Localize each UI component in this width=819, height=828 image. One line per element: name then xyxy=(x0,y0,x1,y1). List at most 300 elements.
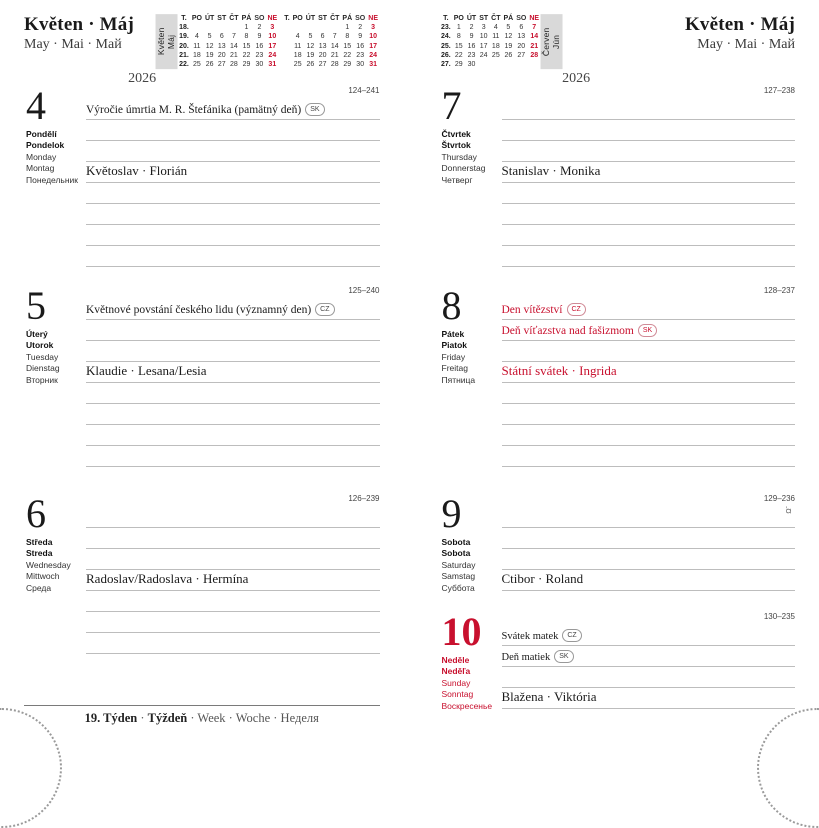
mini-day: 10 xyxy=(367,32,380,41)
mini-day: 26 xyxy=(203,60,215,69)
mini-calendar-may-secondary xyxy=(283,14,380,69)
mini-day: 30 xyxy=(253,60,266,69)
day-name-en: Saturday xyxy=(442,560,502,571)
day-number-column xyxy=(440,286,502,467)
day-name-list xyxy=(440,537,502,594)
mini-day xyxy=(502,60,515,69)
writing-line[interactable] xyxy=(502,446,796,467)
mini-th: ST xyxy=(478,14,490,23)
mini-day: 7 xyxy=(228,32,240,41)
writing-line[interactable] xyxy=(502,646,796,667)
mini-week: 26. xyxy=(440,51,453,60)
mini-day: 20 xyxy=(317,51,329,60)
writing-line[interactable] xyxy=(86,446,380,467)
day-name-cs: Čtvrtek xyxy=(442,129,502,140)
writing-line[interactable] xyxy=(86,570,380,591)
writing-line[interactable] xyxy=(502,570,796,591)
day-head xyxy=(440,612,796,712)
mini-week: 22. xyxy=(178,60,191,69)
mini-week xyxy=(283,51,291,60)
left-mini-calendars xyxy=(156,14,379,86)
mini-day: 26 xyxy=(502,51,515,60)
mini-day xyxy=(304,23,316,32)
day-event: Deň matiek SK xyxy=(502,650,574,663)
mini-th: PÁ xyxy=(240,14,253,23)
day-name-en: Tuesday xyxy=(26,352,86,363)
writing-line[interactable] xyxy=(502,183,796,204)
mini-day: 29 xyxy=(452,60,465,69)
mini-day: 9 xyxy=(253,32,266,41)
mini-day: 19 xyxy=(304,51,316,60)
mini-day: 23 xyxy=(465,51,477,60)
day-number: 10 xyxy=(440,612,502,652)
day-name-en: Friday xyxy=(442,352,502,363)
region-tag: SK xyxy=(554,650,573,663)
day-number-column xyxy=(24,286,86,467)
day-daterange: 125–240 xyxy=(348,286,379,295)
mini-calendar-table xyxy=(440,14,541,69)
mini-day: 13 xyxy=(216,42,228,51)
writing-line[interactable] xyxy=(86,549,380,570)
mini-day: 24 xyxy=(367,51,380,60)
footer-week-other: Week · Woche · Неделя xyxy=(197,711,318,725)
mini-day: 2 xyxy=(465,23,477,32)
day-name-cs: Sobota xyxy=(442,537,502,548)
writing-line[interactable] xyxy=(86,225,380,246)
mini-day: 6 xyxy=(515,23,528,32)
mini-day: 14 xyxy=(528,32,541,41)
writing-line[interactable] xyxy=(86,141,380,162)
mini-day: 9 xyxy=(354,32,367,41)
day-lines-column[interactable] xyxy=(502,86,796,267)
day-name-sk: Sobota xyxy=(442,548,502,559)
mini-day: 10 xyxy=(266,32,279,41)
day-lines-column[interactable] xyxy=(86,494,380,654)
day-lines-column[interactable] xyxy=(86,286,380,467)
writing-line[interactable] xyxy=(502,688,796,709)
mini-day: 27 xyxy=(216,60,228,69)
day-name-en: Sunday xyxy=(442,678,502,689)
footer-week-cs: 19. Týden xyxy=(85,711,138,725)
mini-day: 15 xyxy=(452,42,465,51)
day-lines-column[interactable] xyxy=(502,612,796,712)
day-writing-lines[interactable] xyxy=(86,507,380,654)
day-block[interactable] xyxy=(440,86,796,286)
writing-line[interactable] xyxy=(502,549,796,570)
mini-day: 10 xyxy=(478,32,490,41)
mini-day xyxy=(228,23,240,32)
mini-week: 20. xyxy=(178,42,191,51)
day-name-en: Wednesday xyxy=(26,560,86,571)
day-writing-lines[interactable] xyxy=(502,507,796,591)
day-name-de: Dienstag xyxy=(26,363,86,374)
mini-day: 20 xyxy=(216,51,228,60)
mini-day: 11 xyxy=(490,32,502,41)
mini-day xyxy=(216,23,228,32)
mini-day xyxy=(528,60,541,69)
day-number: 6 xyxy=(24,494,86,534)
mini-day: 6 xyxy=(216,32,228,41)
day-number: 7 xyxy=(440,86,502,126)
day-block[interactable] xyxy=(440,612,796,732)
writing-line[interactable] xyxy=(502,341,796,362)
mini-day: 27 xyxy=(317,60,329,69)
day-number: 4 xyxy=(24,86,86,126)
mini-day: 22 xyxy=(341,51,354,60)
region-tag: CZ xyxy=(315,303,334,316)
mini-day: 3 xyxy=(478,23,490,32)
mini-day xyxy=(515,60,528,69)
day-topline xyxy=(86,286,380,299)
mini-calendar-month-label: Červen Jún xyxy=(541,14,563,69)
mini-day: 30 xyxy=(465,60,477,69)
writing-line[interactable] xyxy=(86,404,380,425)
mini-day xyxy=(317,23,329,32)
mini-day: 17 xyxy=(367,42,380,51)
mini-day: 24 xyxy=(266,51,279,60)
mini-th: ÚT xyxy=(304,14,316,23)
month-subtitle: May · Mai · Май xyxy=(24,36,156,54)
mini-day: 12 xyxy=(502,32,515,41)
mini-day: 25 xyxy=(190,60,203,69)
day-lines-column[interactable] xyxy=(86,86,380,267)
right-header-titles xyxy=(562,14,795,86)
writing-line[interactable] xyxy=(502,404,796,425)
day-name-ru: Среда xyxy=(26,583,86,594)
mini-day: 17 xyxy=(478,42,490,51)
mini-day: 5 xyxy=(304,32,316,41)
region-tag: CZ xyxy=(562,629,581,642)
mini-day: 4 xyxy=(291,32,304,41)
day-writing-lines[interactable] xyxy=(502,625,796,709)
day-daterange: 127–238 xyxy=(764,86,795,95)
day-lines-column[interactable] xyxy=(502,494,796,594)
writing-line[interactable] xyxy=(86,120,380,141)
writing-line[interactable] xyxy=(502,204,796,225)
mini-week: 25. xyxy=(440,42,453,51)
mini-day: 8 xyxy=(341,32,354,41)
day-name-cs: Pondělí xyxy=(26,129,86,140)
mini-day: 8 xyxy=(452,32,465,41)
mini-week: 24. xyxy=(440,32,453,41)
writing-line[interactable] xyxy=(502,120,796,141)
mini-day: 11 xyxy=(291,42,304,51)
writing-line[interactable] xyxy=(86,507,380,528)
mini-day: 21 xyxy=(329,51,341,60)
day-name-sk: Piatok xyxy=(442,340,502,351)
mini-th: PO xyxy=(291,14,304,23)
mini-day: 21 xyxy=(228,51,240,60)
mini-week xyxy=(283,32,291,41)
mini-day: 3 xyxy=(266,23,279,32)
day-topline xyxy=(502,612,796,625)
writing-line[interactable] xyxy=(86,383,380,404)
day-daterange: 128–237 xyxy=(764,286,795,295)
mini-day: 6 xyxy=(317,32,329,41)
mini-th: ČT xyxy=(228,14,240,23)
mini-th: T. xyxy=(283,14,291,23)
day-number-column xyxy=(440,612,502,712)
day-block[interactable] xyxy=(24,494,380,694)
mini-th: PO xyxy=(452,14,465,23)
left-page-header xyxy=(24,14,380,86)
writing-line[interactable] xyxy=(502,383,796,404)
day-writing-lines[interactable] xyxy=(86,99,380,267)
day-head xyxy=(440,86,796,267)
mini-calendar-june xyxy=(440,14,563,69)
mini-day: 16 xyxy=(465,42,477,51)
day-number: 9 xyxy=(440,494,502,534)
day-lines-column[interactable] xyxy=(502,286,796,467)
day-block[interactable] xyxy=(24,86,380,286)
day-block[interactable] xyxy=(440,286,796,494)
day-block[interactable] xyxy=(24,286,380,494)
day-name-cs: Úterý xyxy=(26,329,86,340)
region-tag: CZ xyxy=(567,303,586,316)
mini-day: 18 xyxy=(190,51,203,60)
mini-th: ČT xyxy=(490,14,502,23)
mini-day: 21 xyxy=(528,42,541,51)
nameday: Blažena · Viktória xyxy=(502,689,597,705)
writing-line[interactable] xyxy=(502,625,796,646)
nameday: Stanislav · Monika xyxy=(502,163,601,179)
writing-line[interactable] xyxy=(86,528,380,549)
day-name-sk: Streda xyxy=(26,548,86,559)
mini-day: 7 xyxy=(528,23,541,32)
day-topline xyxy=(86,86,380,99)
day-name-list xyxy=(440,129,502,186)
mini-th: SO xyxy=(515,14,528,23)
day-name-ru: Суббота xyxy=(442,583,502,594)
day-topline xyxy=(502,494,796,507)
mini-day: 19 xyxy=(203,51,215,60)
mini-day: 24 xyxy=(478,51,490,60)
day-number-column xyxy=(440,494,502,594)
mini-day: 27 xyxy=(515,51,528,60)
day-name-sk: Utorok xyxy=(26,340,86,351)
day-name-cs: Středa xyxy=(26,537,86,548)
writing-line[interactable] xyxy=(86,204,380,225)
mini-day: 23 xyxy=(354,51,367,60)
day-name-list xyxy=(24,537,86,594)
writing-line[interactable] xyxy=(502,299,796,320)
day-head xyxy=(24,286,380,467)
day-head xyxy=(440,286,796,467)
writing-line[interactable] xyxy=(502,99,796,120)
day-event: Den vítězství CZ xyxy=(502,303,586,316)
day-name-de: Sonntag xyxy=(442,689,502,700)
day-name-cs: Neděle xyxy=(442,655,502,666)
day-number: 8 xyxy=(440,286,502,326)
region-tag: SK xyxy=(305,103,324,116)
mini-calendar-table xyxy=(178,14,279,69)
day-name-ru: Пятница xyxy=(442,375,502,386)
mini-day: 19 xyxy=(502,42,515,51)
mini-th: SO xyxy=(253,14,266,23)
day-writing-lines[interactable] xyxy=(502,99,796,267)
writing-line[interactable] xyxy=(86,162,380,183)
day-block[interactable] xyxy=(440,494,796,612)
writing-line[interactable] xyxy=(502,225,796,246)
mini-calendar-month-label: Květen Máj xyxy=(156,14,178,69)
mini-day: 18 xyxy=(490,42,502,51)
writing-line[interactable] xyxy=(86,425,380,446)
mini-week: 19. xyxy=(178,32,191,41)
day-daterange: 129–236 xyxy=(764,494,795,503)
day-name-sk: Štvrtok xyxy=(442,140,502,151)
day-head xyxy=(440,494,796,594)
mini-day: 12 xyxy=(304,42,316,51)
day-name-list xyxy=(440,329,502,386)
mini-day: 16 xyxy=(253,42,266,51)
footer-week-sk: Týždeň xyxy=(148,711,188,725)
month-title: Květen · Máj xyxy=(562,14,795,36)
day-name-ru: Вторник xyxy=(26,375,86,386)
mini-day: 1 xyxy=(452,23,465,32)
year-label: 2026 xyxy=(24,71,156,87)
nameday: Květoslav · Florián xyxy=(86,163,187,179)
writing-line[interactable] xyxy=(86,362,380,383)
writing-line[interactable] xyxy=(502,507,796,528)
mini-day: 22 xyxy=(452,51,465,60)
day-number-column xyxy=(24,494,86,654)
day-name-list xyxy=(440,655,502,712)
writing-line[interactable] xyxy=(502,141,796,162)
writing-line[interactable] xyxy=(86,320,380,341)
day-daterange: 126–239 xyxy=(348,494,379,503)
mini-th: PO xyxy=(190,14,203,23)
mini-day: 28 xyxy=(329,60,341,69)
left-days-column xyxy=(24,86,380,694)
day-name-cs: Pátek xyxy=(442,329,502,340)
writing-line[interactable] xyxy=(502,362,796,383)
mini-th: ÚT xyxy=(203,14,215,23)
mini-day xyxy=(190,23,203,32)
mini-day: 28 xyxy=(528,51,541,60)
day-event: Květnové povstání českého lidu (významný den) CZ xyxy=(86,303,335,316)
writing-line[interactable] xyxy=(86,99,380,120)
right-page xyxy=(410,0,819,768)
mini-day: 15 xyxy=(240,42,253,51)
left-page xyxy=(0,0,410,768)
mini-th: PÁ xyxy=(502,14,515,23)
mini-week xyxy=(283,23,291,32)
moon-phase-icon: Ωˉ xyxy=(786,506,793,514)
mini-day: 4 xyxy=(190,32,203,41)
mini-day: 25 xyxy=(291,60,304,69)
year-label: 2026 xyxy=(562,71,795,87)
mini-day: 25 xyxy=(490,51,502,60)
month-title: Květen · Máj xyxy=(24,14,156,36)
writing-line[interactable] xyxy=(86,299,380,320)
writing-line[interactable] xyxy=(502,425,796,446)
mini-day: 1 xyxy=(341,23,354,32)
day-head xyxy=(24,86,380,267)
writing-line[interactable] xyxy=(502,667,796,688)
writing-line[interactable] xyxy=(86,591,380,612)
mini-day: 4 xyxy=(490,23,502,32)
day-daterange: 130–235 xyxy=(764,612,795,621)
mini-day: 11 xyxy=(190,42,203,51)
right-days-column xyxy=(440,86,796,732)
mini-day: 17 xyxy=(266,42,279,51)
writing-line[interactable] xyxy=(86,633,380,654)
day-topline xyxy=(86,494,380,507)
mini-day: 1 xyxy=(240,23,253,32)
mini-week xyxy=(283,42,291,51)
day-number: 5 xyxy=(24,286,86,326)
day-name-de: Samstag xyxy=(442,571,502,582)
day-writing-lines[interactable] xyxy=(502,299,796,467)
nameday: Klaudie · Lesana/Lesia xyxy=(86,363,207,379)
mini-day: 14 xyxy=(329,42,341,51)
mini-day: 2 xyxy=(354,23,367,32)
mini-day: 31 xyxy=(266,60,279,69)
mini-th: NE xyxy=(367,14,380,23)
mini-day: 5 xyxy=(502,23,515,32)
day-name-de: Freitag xyxy=(442,363,502,374)
day-topline xyxy=(502,286,796,299)
mini-day: 31 xyxy=(367,60,380,69)
mini-th: PÁ xyxy=(341,14,354,23)
mini-th: ST xyxy=(216,14,228,23)
mini-th: NE xyxy=(266,14,279,23)
writing-line[interactable] xyxy=(86,612,380,633)
mini-day xyxy=(291,23,304,32)
day-topline xyxy=(502,86,796,99)
mini-week: 23. xyxy=(440,23,453,32)
mini-day: 28 xyxy=(228,60,240,69)
month-subtitle: May · Mai · Май xyxy=(562,36,795,54)
mini-th: ST xyxy=(317,14,329,23)
day-name-de: Mittwoch xyxy=(26,571,86,582)
mini-day: 12 xyxy=(203,42,215,51)
writing-line[interactable] xyxy=(502,528,796,549)
day-name-de: Montag xyxy=(26,163,86,174)
writing-line[interactable] xyxy=(502,162,796,183)
mini-day: 13 xyxy=(515,32,528,41)
writing-line[interactable] xyxy=(86,183,380,204)
mini-day: 29 xyxy=(341,60,354,69)
writing-line[interactable] xyxy=(502,246,796,267)
mini-day xyxy=(490,60,502,69)
day-event: Deň víťazstva nad fašizmom SK xyxy=(502,324,658,337)
mini-week: 21. xyxy=(178,51,191,60)
mini-day xyxy=(478,60,490,69)
mini-day: 26 xyxy=(304,60,316,69)
mini-day: 5 xyxy=(203,32,215,41)
writing-line[interactable] xyxy=(86,341,380,362)
right-page-header xyxy=(440,14,796,86)
mini-day: 22 xyxy=(240,51,253,60)
mini-calendar-may xyxy=(156,14,279,69)
mini-th: ČT xyxy=(329,14,341,23)
writing-line[interactable] xyxy=(502,320,796,341)
mini-day: 2 xyxy=(253,23,266,32)
mini-day: 18 xyxy=(291,51,304,60)
mini-day: 30 xyxy=(354,60,367,69)
mini-calendar-table xyxy=(283,14,380,69)
mini-day: 3 xyxy=(367,23,380,32)
mini-th: SO xyxy=(354,14,367,23)
writing-line[interactable] xyxy=(86,246,380,267)
day-writing-lines[interactable] xyxy=(86,299,380,467)
mini-day: 13 xyxy=(317,42,329,51)
nameday: Radoslav/Radoslava · Hermína xyxy=(86,571,248,587)
nameday: Ctibor · Roland xyxy=(502,571,584,587)
mini-day: 7 xyxy=(329,32,341,41)
day-name-de: Donnerstag xyxy=(442,163,502,174)
